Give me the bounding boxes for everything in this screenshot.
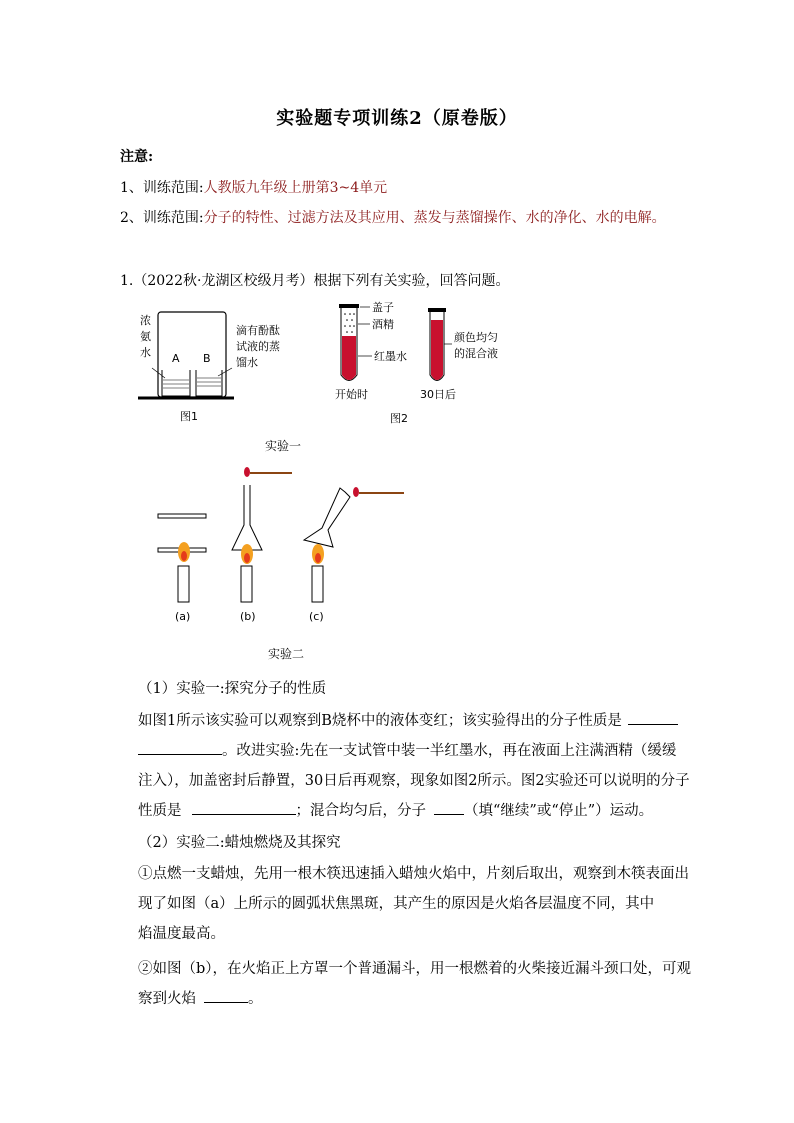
experiment-2-label: 实验二 bbox=[268, 647, 305, 661]
candle-setup-b bbox=[232, 467, 292, 623]
lid-label: 盖子 bbox=[372, 301, 394, 314]
mixed-label: 颜色均匀的混合液 bbox=[454, 331, 498, 360]
part1-text: 性质是 bbox=[138, 803, 182, 819]
wooden-stick-top bbox=[158, 514, 206, 518]
part2-item1-line3: 焰温度最高。 bbox=[138, 926, 225, 942]
figure-2-caption: 图2 bbox=[390, 412, 408, 425]
page-title: 实验题专项训练2（原卷版） bbox=[276, 108, 518, 129]
sub-label-a: (a) bbox=[175, 610, 191, 623]
answer-blank[interactable] bbox=[628, 710, 678, 725]
question-text: 根据下列有关实验，回答问题。 bbox=[313, 273, 510, 289]
candle-experiments bbox=[158, 467, 404, 661]
scope-text: 人教版九年级上册第3~4单元 bbox=[203, 180, 388, 196]
question-number: 1. bbox=[120, 273, 134, 289]
scope-prefix: 2、训练范围: bbox=[120, 210, 204, 226]
tube-lid bbox=[428, 308, 446, 312]
after-30-days-label: 30日后 bbox=[420, 388, 456, 401]
figure-2 bbox=[335, 301, 498, 425]
part1-text: 。改进实验:先在一支试管中装一半红墨水，再在液面上注满酒精（缓缓 bbox=[222, 743, 677, 759]
answer-blank[interactable] bbox=[192, 800, 296, 815]
match-head bbox=[353, 487, 359, 497]
answer-blank[interactable] bbox=[204, 988, 248, 1003]
note-label: 注意: bbox=[120, 149, 154, 165]
candle bbox=[312, 566, 323, 602]
part2-item2-line1: ②如图（b），在火焰正上方罩一个普通漏斗，用一根燃着的火柴接近漏斗颈口处，可观 bbox=[138, 961, 692, 977]
phenolphthalein-label: 滴有酚酞试液的蒸馏水 bbox=[236, 324, 280, 369]
part1-line-2 bbox=[138, 739, 676, 760]
candle-setup-a bbox=[158, 514, 206, 623]
beaker-a bbox=[162, 370, 190, 396]
figure-1 bbox=[138, 312, 280, 423]
part1-line-4 bbox=[138, 799, 653, 820]
candle-setup-c bbox=[304, 487, 404, 623]
sub-label-c: (c) bbox=[309, 610, 324, 623]
beaker-b-label: B bbox=[203, 352, 211, 365]
part1-line-3: 注入），加盖密封后静置，30日后再观察，现象如图2所示。图2实验还可以说明的分子 bbox=[138, 773, 690, 789]
question-source: （2022秋·龙湖区校级月考） bbox=[133, 273, 314, 289]
start-label: 开始时 bbox=[335, 388, 368, 401]
part2-text: 。 bbox=[248, 991, 263, 1007]
part1-text: ；混合均匀后，分子 bbox=[295, 803, 426, 819]
part2-heading: （2）实验二:蜡烛燃烧及其探究 bbox=[138, 835, 341, 851]
alcohol-label: 酒精 bbox=[372, 318, 394, 331]
answer-blank[interactable] bbox=[138, 740, 222, 755]
beaker-b bbox=[196, 370, 222, 396]
red-ink-layer bbox=[342, 336, 356, 380]
ammonia-label: 浓氨水 bbox=[140, 314, 151, 359]
part1-text: （填“继续”或“停止”）运动。 bbox=[464, 803, 654, 819]
match-head bbox=[244, 467, 250, 477]
tube-lid bbox=[339, 304, 359, 308]
scope-prefix: 1、训练范围: bbox=[120, 180, 204, 196]
beaker-a-label: A bbox=[172, 352, 180, 365]
part1-line-1 bbox=[138, 709, 678, 730]
answer-blank[interactable] bbox=[434, 800, 464, 815]
figure-1-caption: 图1 bbox=[180, 410, 198, 423]
scope-text: 分子的特性、过滤方法及其应用、蒸发与蒸馏操作、水的净化、水的电解。 bbox=[203, 210, 666, 226]
candle bbox=[178, 566, 189, 602]
part1-heading: （1）实验一:探究分子的性质 bbox=[138, 681, 327, 697]
part2-item2-line2 bbox=[138, 987, 263, 1008]
part2-item1-line1: ①点燃一支蜡烛，先用一根木筷迅速插入蜡烛火焰中，片刻后取出，观察到木筷表面出 bbox=[138, 866, 689, 882]
part2-item1-line2: 现了如图（a）上所示的圆弧状焦黑斑，其产生的原因是火焰各层温度不同，其中 bbox=[138, 896, 655, 912]
sub-label-b: (b) bbox=[240, 610, 256, 623]
mixed-liquid bbox=[431, 320, 443, 380]
funnel bbox=[232, 485, 262, 550]
pointer-line bbox=[218, 368, 232, 376]
experiment-1-label: 实验一 bbox=[265, 439, 302, 453]
part2-text: 察到火焰 bbox=[138, 991, 196, 1007]
tilted-funnel bbox=[304, 488, 350, 547]
candle bbox=[241, 566, 252, 602]
red-ink-label: 红墨水 bbox=[374, 350, 407, 363]
part1-text: 如图1所示该实验可以观察到B烧杯中的液体变红；该实验得出的分子性质是 bbox=[138, 713, 622, 729]
